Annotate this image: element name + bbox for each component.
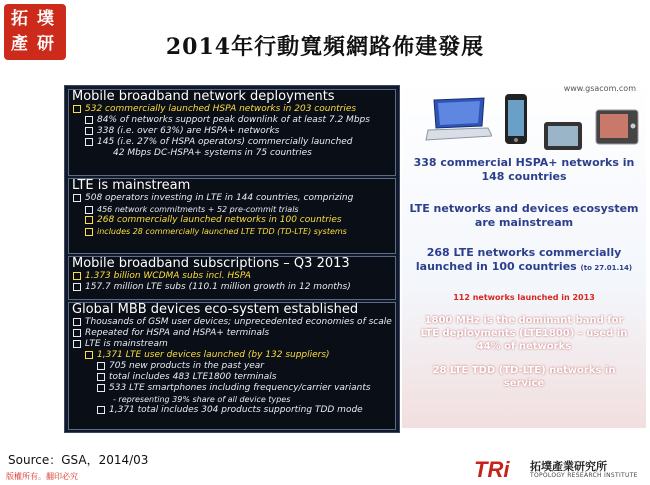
logo-char-1: 拓 xyxy=(11,9,28,29)
bullet-text: 338 (i.e. over 63%) are HSPA+ networks xyxy=(97,126,280,136)
checkbox-bullet-icon xyxy=(97,362,105,370)
section-heading: LTE is mainstream xyxy=(72,178,191,193)
bullet-text: 705 new products in the past year xyxy=(109,361,264,371)
handset-icon xyxy=(592,106,642,150)
checkbox-bullet-icon xyxy=(73,194,81,202)
bullet-line xyxy=(69,339,395,350)
bullet-line xyxy=(69,282,395,293)
checkbox-bullet-icon xyxy=(97,384,105,392)
bullet-line xyxy=(69,328,395,339)
section-heading: Global MBB devices eco-system established xyxy=(72,302,359,317)
logo-char-3: 產 xyxy=(11,34,28,54)
checkbox-bullet-icon xyxy=(85,138,93,146)
section-mbb-subscriptions xyxy=(68,256,396,300)
section-devices-ecosystem xyxy=(68,302,396,430)
bullet-text: 268 commercially launched networks in 100 countries xyxy=(97,215,342,225)
bullet-text: 84% of networks support peak downlink of at least 7.2 Mbps xyxy=(97,115,370,125)
stat-lte-networks-date: (to 27.01.14) xyxy=(580,264,633,272)
bullet-text: 532 commercially launched HSPA networks in 203 countries xyxy=(85,104,357,114)
checkbox-bullet-icon xyxy=(73,318,81,326)
checkbox-bullet-icon xyxy=(85,127,93,135)
bullet-line xyxy=(69,394,395,405)
netbook-icon xyxy=(422,96,492,144)
section-heading: Mobile broadband subscriptions – Q3 2013 xyxy=(72,256,350,271)
checkbox-bullet-icon xyxy=(73,105,81,113)
bullet-text: 456 network commitments + 52 pre-commit trials xyxy=(97,205,299,214)
stats-panel xyxy=(402,78,646,428)
slide-title: 2014年行動寬頻網路佈建發展 xyxy=(165,34,485,60)
bullet-line xyxy=(69,104,395,115)
bullet-text: total includes 483 LTE1800 terminals xyxy=(109,372,277,382)
bullet-text: 1.373 billion WCDMA subs incl. HSPA xyxy=(85,271,251,281)
bullet-line xyxy=(69,115,395,126)
tri-logo: TRi xyxy=(474,457,510,482)
bullet-text: LTE is mainstream xyxy=(85,339,168,349)
checkbox-bullet-icon xyxy=(73,272,81,280)
bullet-line xyxy=(69,405,395,416)
bullet-text: - representing 39% share of all device types xyxy=(113,395,291,404)
bullet-line xyxy=(69,193,395,204)
tablet-icon xyxy=(542,118,586,154)
checkbox-bullet-icon xyxy=(85,116,93,124)
stat-1800mhz: 1800 MHz is the dominant band for LTE deployments (LTE1800) – used in 44% of networks xyxy=(420,315,628,352)
bullet-line xyxy=(69,137,395,148)
bullet-text: includes 28 commercially launched LTE TDD (TD-LTE) systems xyxy=(97,227,347,236)
checkbox-bullet-icon xyxy=(73,283,81,291)
section-heading: Mobile broadband network deployments xyxy=(72,89,335,104)
deployment-panel xyxy=(64,85,400,433)
logo-char-2: 墣 xyxy=(37,9,54,29)
stat-2013-launches: 112 networks launched in 2013 xyxy=(453,293,595,302)
checkbox-bullet-icon xyxy=(85,216,93,224)
bullet-line xyxy=(69,215,395,226)
bullet-text: 157.7 million LTE subs (110.1 million growth in 12 months) xyxy=(85,282,351,292)
bullet-line xyxy=(69,148,395,159)
section-lte-mainstream xyxy=(68,178,396,254)
bullet-line xyxy=(69,350,395,361)
bullet-line xyxy=(69,372,395,383)
bullet-line xyxy=(69,226,395,237)
bullet-text: 145 (i.e. 27% of HSPA operators) commercially launched xyxy=(97,137,353,147)
checkbox-bullet-icon xyxy=(73,340,81,348)
stat-hspa-networks: 338 commercial HSPA+ networks in 148 countries xyxy=(413,156,635,183)
logo-char-4: 研 xyxy=(37,34,54,54)
org-subtitle: TOPOLOGY RESEARCH INSTITUTE xyxy=(530,472,638,479)
bullet-text: 533 LTE smartphones including frequency/carrier variants xyxy=(109,383,371,393)
checkbox-bullet-icon xyxy=(97,373,105,381)
bullet-text: 1,371 LTE user devices launched (by 132 suppliers) xyxy=(97,350,330,360)
checkbox-bullet-icon xyxy=(85,206,93,214)
bullet-text: 508 operators investing in LTE in 144 countries, comprizing xyxy=(85,193,354,203)
stat-td-lte: 28 LTE TDD (TD-LTE) networks in service xyxy=(432,365,616,389)
smartphone-icon xyxy=(502,92,530,148)
bullet-text: Repeated for HSPA and HSPA+ terminals xyxy=(85,328,270,338)
bullet-line xyxy=(69,126,395,137)
stat-lte-networks-text: 268 LTE networks commercially launched in 100 countries xyxy=(415,246,622,273)
stat-lte-ecosystem: LTE networks and devices ecosystem are mainstream xyxy=(409,202,639,229)
bullet-line xyxy=(69,271,395,282)
org-name: 拓墣產業研究所 xyxy=(530,460,607,473)
section-mbb-deployments xyxy=(68,89,396,176)
source-note: Source：GSA，2014/03 xyxy=(8,453,149,467)
stat-lte-networks xyxy=(402,246,646,275)
checkbox-bullet-icon xyxy=(85,351,93,359)
site-url: www.gsacom.com xyxy=(563,84,636,93)
checkbox-bullet-icon xyxy=(97,406,105,414)
bullet-text: 42 Mbps DC-HSPA+ systems in 75 countries xyxy=(113,148,312,158)
bullet-line xyxy=(69,361,395,372)
bullet-line xyxy=(69,204,395,215)
checkbox-bullet-icon xyxy=(85,228,93,236)
bullet-line xyxy=(69,317,395,328)
bullet-text: Thousands of GSM user devices; unprecedented economies of scale xyxy=(85,317,392,327)
bullet-line xyxy=(69,383,395,394)
copyright-note: 版權所有。翻印必究 xyxy=(6,472,78,481)
bullet-text: 1,371 total includes 304 products supporting TDD mode xyxy=(109,405,363,415)
checkbox-bullet-icon xyxy=(73,329,81,337)
